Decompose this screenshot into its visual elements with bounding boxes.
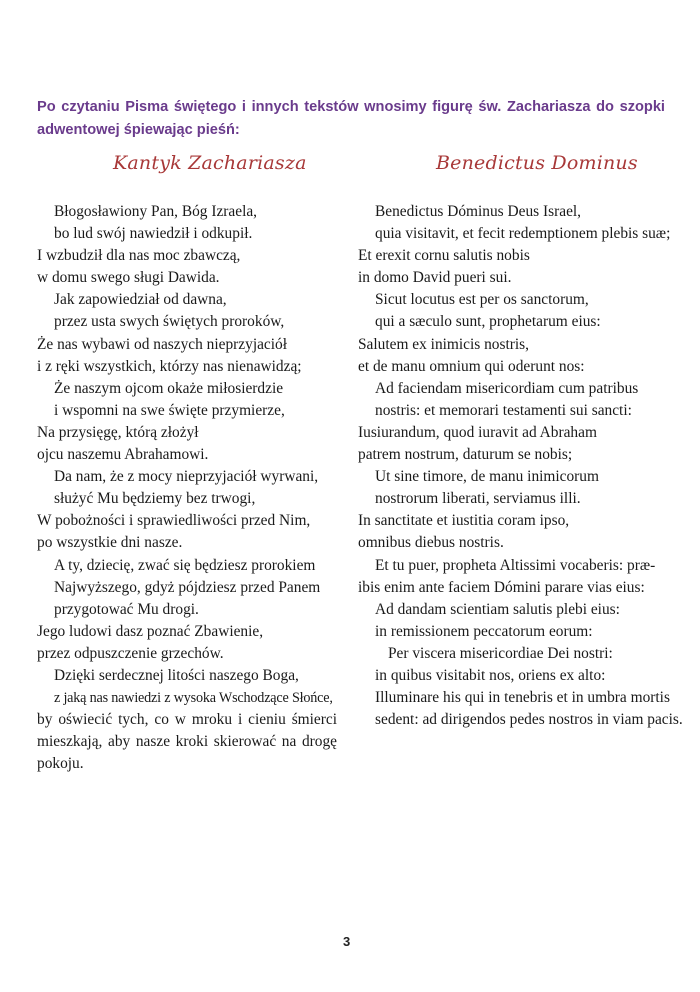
verse-line: et de manu omnium qui oderunt nos:	[358, 357, 585, 375]
intro-instruction: Po czytaniu Pisma świętego i innych tekstów wnosimy figurę św. Zachariasza do szopki adwentowej śpiewając pieśń:	[37, 99, 665, 138]
page-number: 3	[343, 934, 351, 949]
latin-canticle-title: Benedictus Dominus	[436, 152, 638, 174]
verse-line: Et erexit cornu salutis nobis	[358, 247, 530, 265]
verse-line: quia visitavit, et fecit redemptionem plebis suæ;	[375, 225, 671, 243]
verse-line: nostrorum liberati, serviamus illi.	[375, 490, 581, 508]
verse-line: sedent: ad dirigendos pedes nostros in viam pacis.	[375, 711, 683, 729]
verse-line: Ut sine timore, de manu inimicorum	[375, 468, 599, 486]
verse-line: In sanctitate et iustitia coram ipso,	[358, 512, 570, 530]
verse-line: Błogosławiony Pan, Bóg Izraela,	[54, 203, 258, 220]
verse-line: Ad dandam scientiam salutis plebi eius:	[375, 600, 620, 618]
verse-line: Illuminare his qui in tenebris et in umbra mortis	[375, 689, 670, 707]
verse-line: i wspomni na swe święte przymierze,	[54, 401, 285, 419]
verse-line: A ty, dziecię, zwać się będziesz prorokiem	[54, 556, 316, 574]
polish-canticle-text	[37, 201, 337, 775]
verse-line: Benedictus Dóminus Deus Israel,	[375, 203, 582, 220]
verse-line: Iusiurandum, quod iuravit ad Abraham	[358, 423, 597, 441]
verse-line: Da nam, że z mocy nieprzyjaciół wyrwani,	[54, 468, 319, 486]
verse-line: omnibus diebus nostris.	[358, 534, 504, 552]
verse-line: ojcu naszemu Abrahamowi.	[37, 446, 209, 464]
verse-line: przygotować Mu drogi.	[54, 600, 199, 618]
verse-line: qui a sæculo sunt, prophetarum eius:	[375, 313, 601, 331]
verse-line: Et tu puer, propheta Altissimi vocaberis: præ-	[375, 556, 656, 574]
verse-line: i z ręki wszystkich, którzy nas nienawidzą;	[37, 357, 302, 375]
verse-line: by oświecić tych, co w mroku i cieniu śmierci	[37, 711, 337, 729]
verse-line: Że naszym ojcom okaże miłosierdzie	[54, 379, 284, 397]
verse-line: przez usta swych świętych proroków,	[54, 313, 285, 331]
latin-canticle-text	[358, 201, 683, 731]
verse-line: bo lud swój nawiedził i odkupił.	[54, 225, 253, 243]
verse-line: Sicut locutus est per os sanctorum,	[375, 291, 589, 309]
verse-line: Jego ludowi dasz poznać Zbawienie,	[37, 622, 264, 640]
verse-line: Na przysięgę, którą złożył	[37, 423, 199, 441]
verse-line: przez odpuszczenie grzechów.	[37, 644, 224, 662]
verse-line: Jak zapowiedział od dawna,	[54, 291, 227, 309]
verse-line: Że nas wybawi od naszych nieprzyjaciół	[37, 335, 288, 353]
verse-line: z jaką nas nawiedzi z wysoka Wschodzące Słońce,	[54, 690, 333, 707]
verse-line: Ad faciendam misericordiam cum patribus	[375, 379, 639, 397]
verse-line: nostris: et memorari testamenti sui sancti:	[375, 401, 632, 419]
verse-line: Salutem ex inimicis nostris,	[358, 335, 529, 353]
verse-line: służyć Mu będziemy bez trwogi,	[54, 490, 256, 508]
verse-line: I wzbudził dla nas moc zbawczą,	[37, 247, 241, 265]
verse-line: ibis enim ante faciem Dómini parare vias eius:	[358, 578, 645, 596]
verse-line: Per viscera misericordiae Dei nostri:	[388, 644, 613, 662]
polish-canticle-title: Kantyk Zachariasza	[113, 152, 307, 174]
verse-line: Dzięki serdecznej litości naszego Boga,	[54, 666, 299, 684]
verse-line: Najwyższego, gdyż pójdziesz przed Panem	[54, 578, 321, 596]
verse-line: in quibus visitabit nos, oriens ex alto:	[375, 666, 606, 684]
verse-line: in remissionem peccatorum eorum:	[375, 622, 593, 640]
verse-line: in domo David pueri sui.	[358, 269, 512, 287]
verse-line: po wszystkie dni nasze.	[37, 534, 183, 552]
verse-line: W pobożności i sprawiedliwości przed Nim,	[37, 512, 311, 530]
verse-line: mieszkają, aby nasze kroki skierować na drogę	[37, 733, 337, 751]
verse-line: patrem nostrum, daturum se nobis;	[358, 446, 573, 464]
verse-line: pokoju.	[37, 755, 84, 773]
verse-line: w domu swego sługi Dawida.	[37, 269, 220, 287]
